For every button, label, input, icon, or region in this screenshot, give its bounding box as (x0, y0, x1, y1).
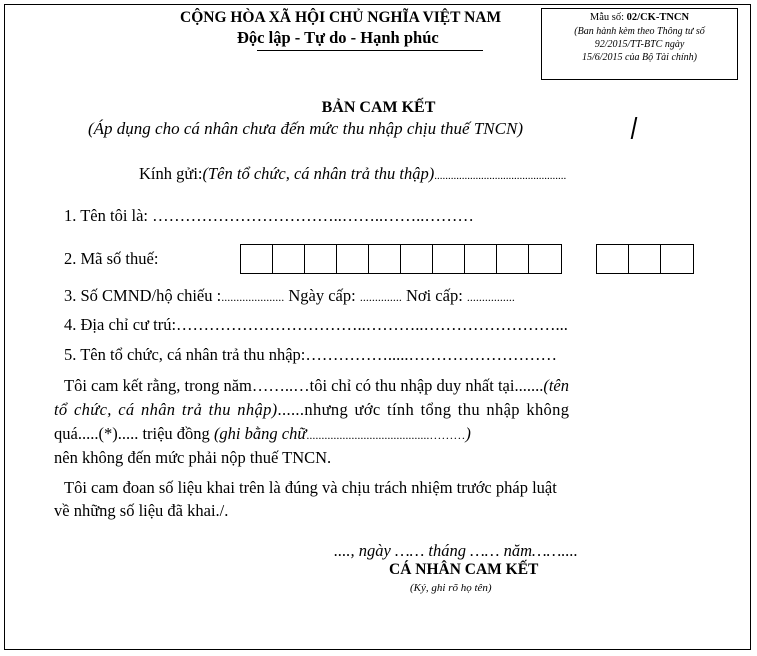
commitment-line2 (54, 398, 569, 421)
commitment-italic: tổ chức, cá nhân trả thu nhập) (54, 400, 278, 419)
tax-code-digit-box[interactable] (529, 245, 561, 273)
declaration-line2: về những số liệu đã khai./. (54, 501, 229, 520)
commitment-italic: (ghi bằng chữ (213, 424, 307, 443)
document-title: BẢN CAM KẾT (321, 99, 436, 116)
tax-code-digit-box[interactable] (273, 245, 305, 273)
commitment-line3 (54, 422, 471, 447)
commitment-line4: nên không đến mức phải nộp thuế TNCN. (54, 448, 332, 467)
tax-code-digit-box[interactable] (661, 245, 693, 273)
issue-place-label: Nơi cấp: (401, 286, 467, 305)
tax-code-digit-box[interactable] (433, 245, 465, 273)
commitment-italic: ) (465, 424, 471, 443)
tax-code-digit-box[interactable] (497, 245, 529, 273)
issue-date-dots: .............. (359, 290, 402, 304)
tax-code-digit-box[interactable] (597, 245, 629, 273)
signature-title: CÁ NHÂN CAM KẾT (389, 561, 539, 578)
document-subtitle: (Áp dụng cho cá nhân chưa đến mức thu nhập chịu thuế TNCN) (88, 119, 523, 138)
year-dots: ……..… (251, 376, 310, 395)
signature-note: (Ký, ghi rõ họ tên) (410, 582, 492, 594)
form-note-line3: 15/6/2015 của Bộ Tài chính) (582, 52, 697, 63)
form-code (542, 11, 737, 25)
name-label: 1. Tên tôi là: (64, 206, 153, 225)
tax-code-digit-box[interactable] (629, 245, 661, 273)
form-code-box (541, 8, 738, 80)
payer-dots: …………….....……………………… (305, 345, 558, 364)
tax-code-boxes-main[interactable] (240, 244, 562, 274)
address-field[interactable] (64, 315, 568, 335)
id-card-label: 3. Số CMND/hộ chiếu : (64, 286, 222, 305)
motto-heading: Độc lập - Tự do - Hạnh phúc (237, 28, 439, 47)
commitment-text: quá.....(*)..... triệu đồng (54, 424, 214, 443)
tax-code-digit-box[interactable] (401, 245, 433, 273)
recipient-dots: ................................................ (434, 170, 567, 182)
tax-code-boxes-suffix[interactable] (596, 244, 694, 274)
issue-date-label: Ngày cấp: (284, 286, 360, 305)
tax-code-digit-box[interactable] (305, 245, 337, 273)
tax-code-digit-box[interactable] (369, 245, 401, 273)
amount-words-dots: .........................................……… (306, 428, 466, 442)
nation-heading: CỘNG HÒA XÃ HỘI CHỦ NGHĨA VIỆT NAM (180, 9, 502, 26)
commitment-text: Tôi cam kết rằng, trong năm (64, 376, 252, 395)
recipient-label: Kính gửi: (139, 164, 203, 183)
recipient-placeholder: (Tên tổ chức, cá nhân trả thu thập) (202, 164, 435, 183)
tax-code-digit-box[interactable] (465, 245, 497, 273)
form-code-value: 02/CK-TNCN (626, 12, 690, 23)
issue-place-dots: ................ (466, 290, 515, 304)
commitment-italic: (tên (543, 376, 569, 395)
payer-field[interactable] (64, 345, 557, 365)
commitment-text: tôi chỉ có thu nhập duy nhất tại....... (309, 376, 544, 395)
address-label: 4. Địa chỉ cư trú: (64, 315, 177, 334)
tax-code-digit-box[interactable] (241, 245, 273, 273)
name-field[interactable] (64, 206, 474, 226)
commitment-text: ......nhưng ước tính tổng thu nhập không (277, 400, 570, 419)
recipient-line (139, 164, 566, 184)
id-card-dots: ..................... (221, 290, 285, 304)
name-dots: ……………………………..……..……..……… (152, 206, 474, 225)
id-card-field[interactable] (64, 286, 515, 306)
signature-date-line: ...., ngày …… tháng …… năm…….... (334, 541, 578, 560)
form-note-line1: (Ban hành kèm theo Thông tư số (574, 26, 705, 37)
address-dots: ……………………………..………..……………………... (176, 315, 568, 334)
form-note-line2: 92/2015/TT-BTC ngày (594, 39, 685, 50)
declaration-line1: Tôi cam đoan số liệu khai trên là đúng và chịu trách nhiệm trước pháp luật (64, 478, 557, 497)
payer-label: 5. Tên tổ chức, cá nhân trả thu nhập: (64, 345, 306, 364)
commitment-line1 (64, 374, 569, 397)
tax-code-digit-box[interactable] (337, 245, 369, 273)
motto-underline (257, 50, 483, 51)
form-code-prefix: Mẫu số: (589, 12, 627, 23)
tax-code-label: 2. Mã số thuế: (64, 249, 159, 268)
